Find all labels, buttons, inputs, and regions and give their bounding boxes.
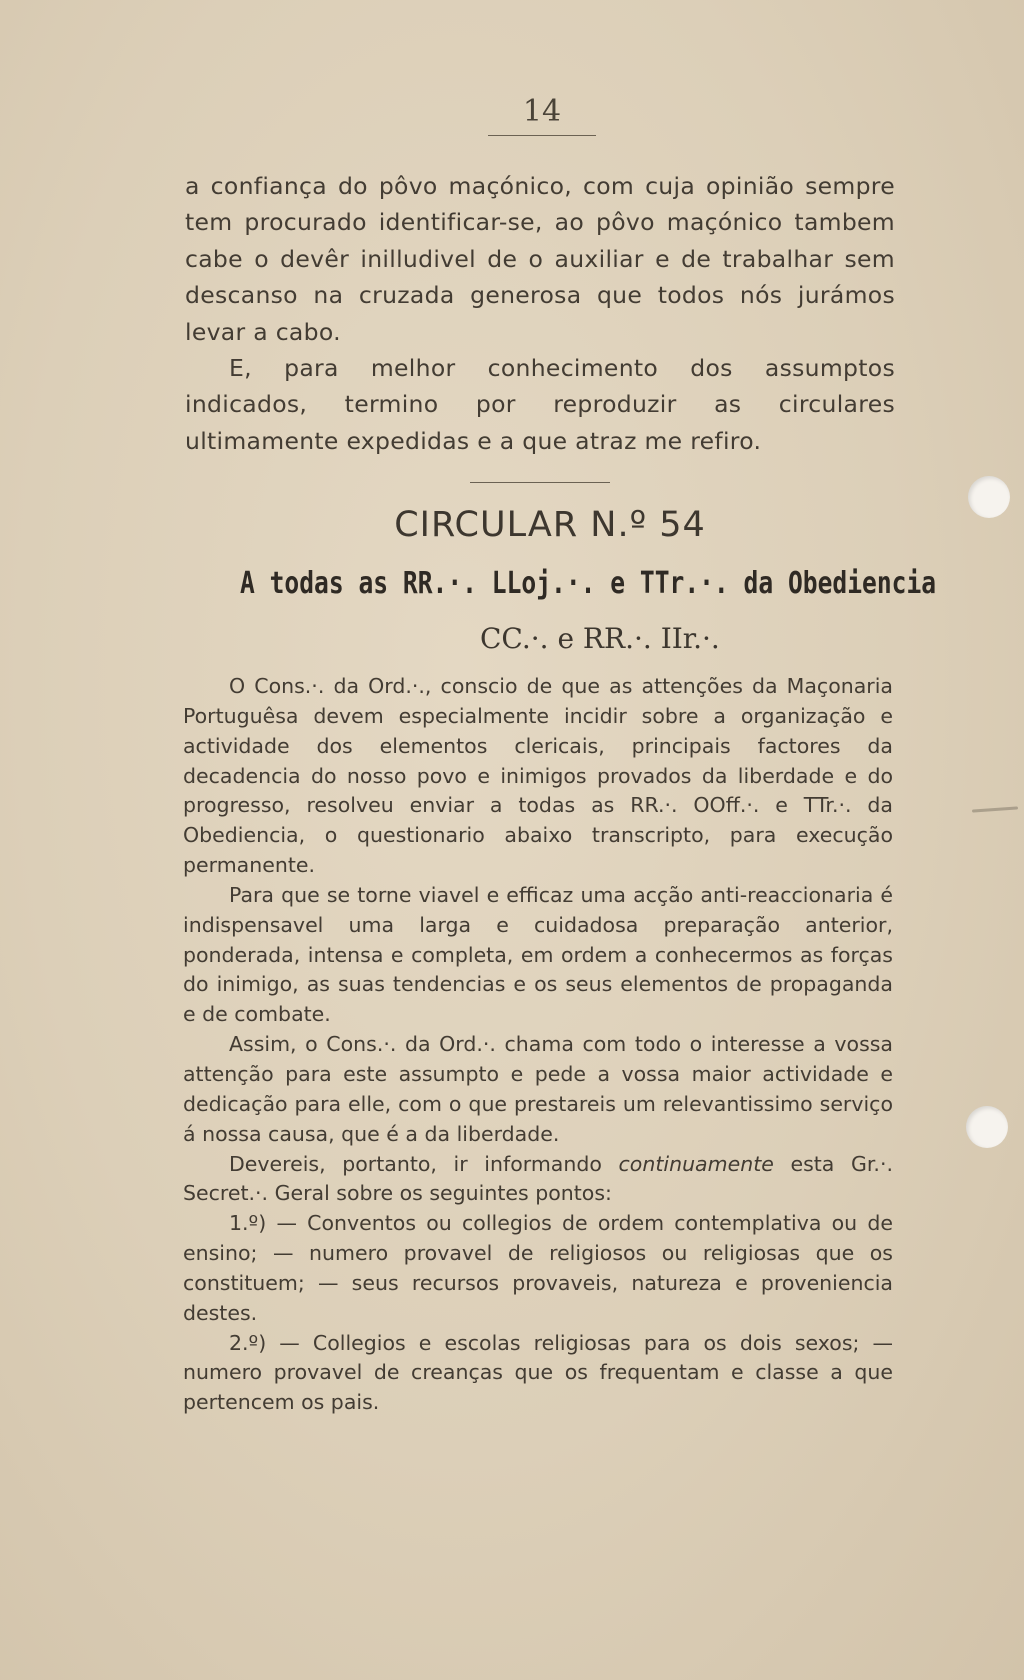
binding-hole (968, 476, 1010, 518)
body-paragraph: O Cons.·. da Ord.·., conscio de que as attenções da Maçonaria Portuguêsa devem especialmente incidir sobre a organização e actividade dos elementos clericais, principais factores da decadencia do nosso povo e inimigos provados da liberdade e do progresso, resolveu enviar a todas as RR.·. OOff.·. e TTr.·. da Obediencia, o questionario abaixo transcripto, para execução permanente. (183, 674, 893, 878)
circular-body (183, 672, 893, 1418)
circular-salutation: CC.·. e RR.·. IIr.·. (480, 622, 720, 655)
body-paragraph (183, 1150, 893, 1210)
section-rule (470, 482, 610, 483)
body-text-run: Devereis, portanto, ir informando (229, 1151, 619, 1176)
paper-mark (972, 806, 1018, 812)
body-paragraph: Assim, o Cons.·. da Ord.·. chama com todo o interesse a vossa attenção para este assumpto e pede a vossa maior actividade e dedicação para elle, com o que prestareis um relevantissimo serviço á nossa causa, que é a da liberdade. (183, 1032, 893, 1146)
intro-text (185, 168, 895, 459)
list-item: 2.º) — Collegios e escolas religiosas para os dois sexos; — numero provavel de creanças que os frequentam e classe a que pertencem os pais. (183, 1330, 893, 1415)
body-text-run: esta Gr.·. Secret.·. Geral sobre os seguintes pontos: (183, 1151, 893, 1206)
intro-paragraph: a confiança do pôvo maçónico, com cuja opinião sempre tem procurado identificar-se, ao pôvo maçónico tambem cabe o devêr inilludivel de o auxiliar e de trabalhar sem descanso na cruzada generosa que todos nós jurámos levar a cabo. (185, 172, 895, 346)
intro-paragraph: E, para melhor conhecimento dos assumptos indicados, termino por reproduzir as circulares ultimamente expedidas e a que atraz me refiro. (185, 354, 895, 455)
body-paragraph: Para que se torne viavel e efficaz uma acção anti-reaccionaria é indispensavel uma larga e cuidadosa preparação anterior, ponderada, intensa e completa, em ordem a conhecermos as forças do inimigo, as suas tendencias e os seus elementos de propaganda e de combate. (183, 882, 893, 1027)
circular-title: CIRCULAR N.º 54 (394, 505, 706, 545)
binding-hole (966, 1106, 1008, 1148)
list-item: 1.º) — Conventos ou collegios de ordem contemplativa ou de ensino; — numero provavel de religiosos ou religiosas que os constituem; — seus recursos provaveis, natureza e proveniencia destes. (183, 1211, 893, 1325)
circular-addressees: A todas as RR.·. LLoj.·. e TTr.·. da Obediencia (240, 566, 937, 601)
header-rule (488, 135, 596, 136)
emphasis-text: continuamente (618, 1151, 774, 1176)
page-number: 14 (522, 94, 562, 129)
